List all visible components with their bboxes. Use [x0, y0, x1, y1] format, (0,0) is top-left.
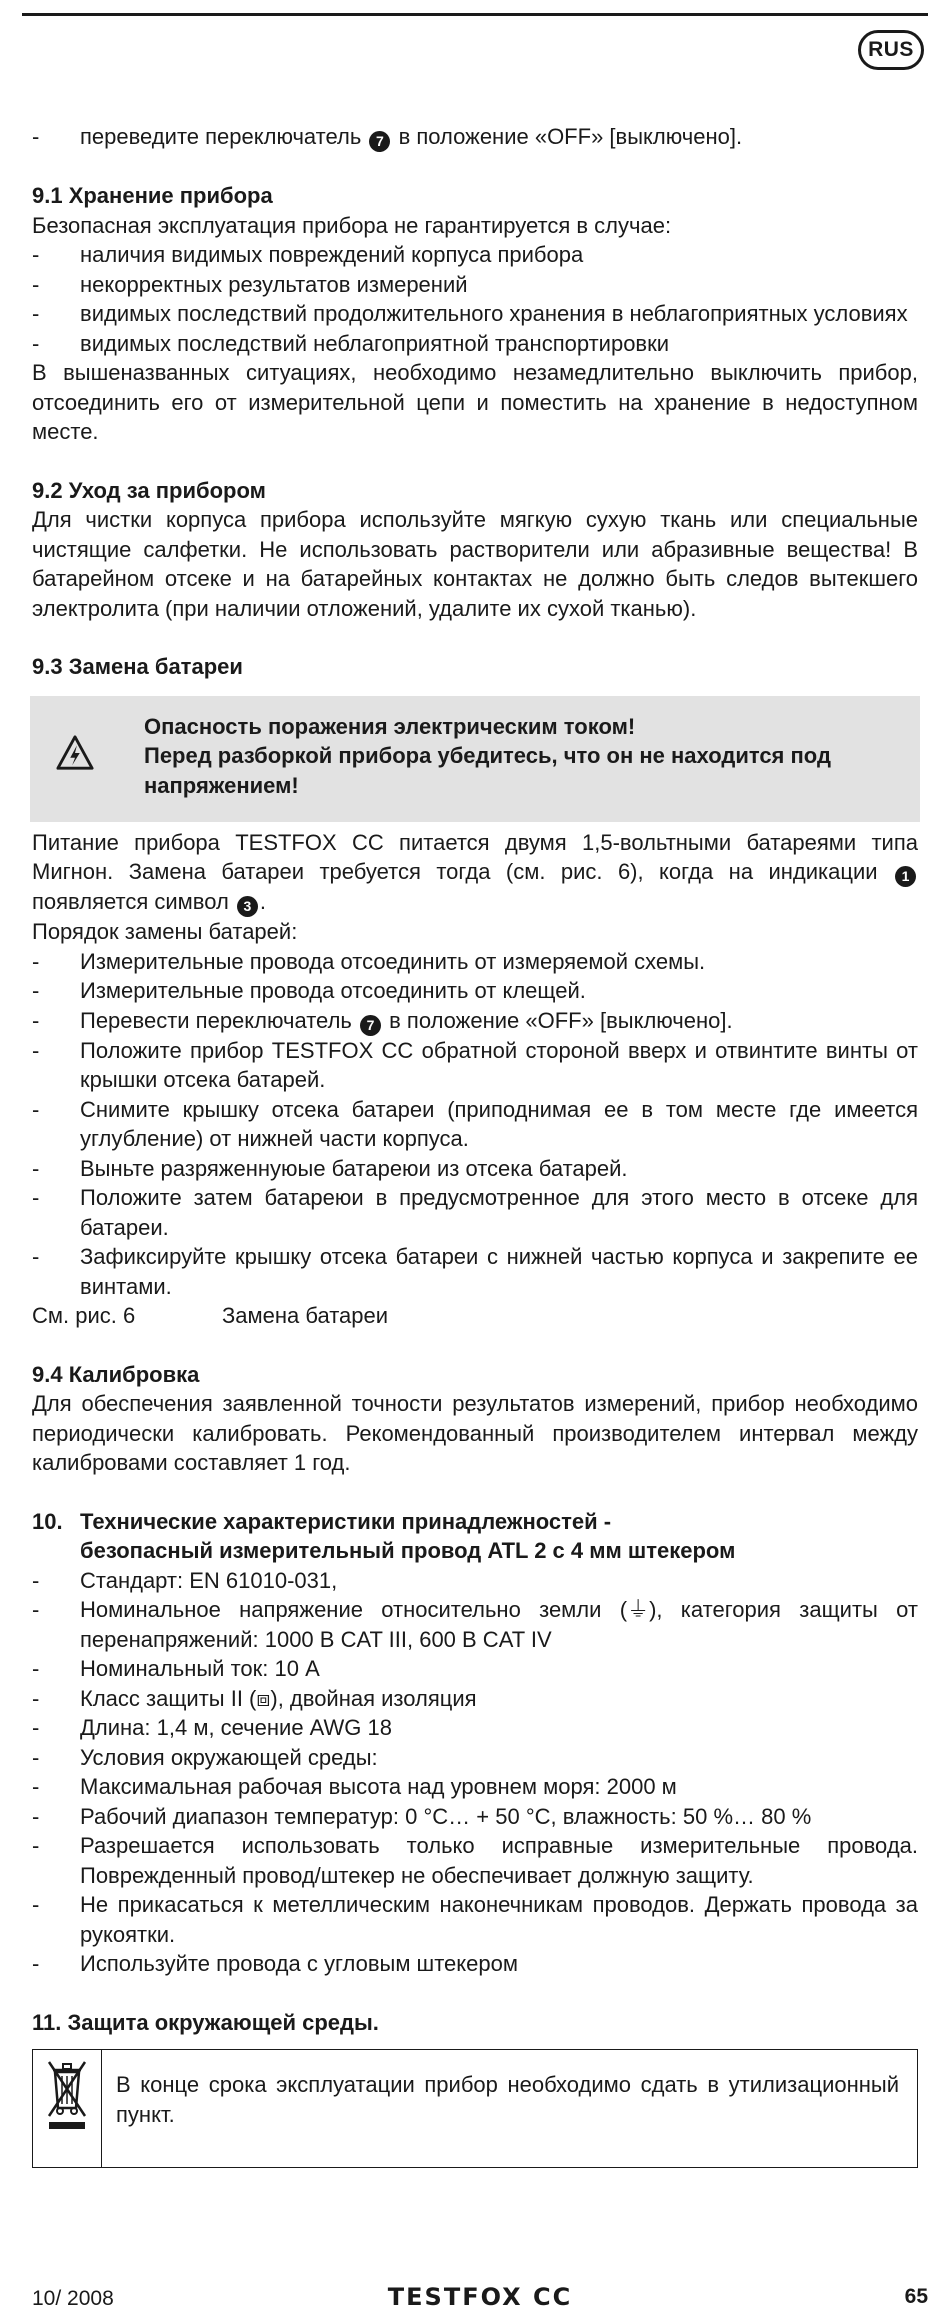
list-item: - Перевести переключатель 7 в положение «OFF» [выключено]. [32, 1006, 918, 1036]
list-item: - Длина: 1,4 м, сечение AWG 18 [32, 1715, 392, 1740]
crossed-out-bin-icon [45, 2058, 89, 2134]
section-9-1-list [32, 240, 918, 358]
list-item: - Положите прибор TESTFOX CC обратной стороной вверх и отвинтите винты от крышки отсека батарей. [32, 1037, 918, 1092]
footer-brand: TESTFOX CC [387, 2283, 573, 2311]
list-item: - Номинальное напряжение относительно земли (⏚), категория защиты от перенапряжений: 1000 В CAT III, 600 В CAT IV [32, 1597, 918, 1652]
list-item: - Максимальная рабочая высота над уровнем моря: 2000 м [32, 1774, 677, 1799]
section-9-2-title: 9.2 Уход за прибором [32, 477, 266, 503]
replacement-order-label: Порядок замены батарей: [32, 919, 298, 944]
section-10-list [32, 1566, 918, 1979]
list-item: - Номинальный ток: 10 А [32, 1656, 320, 1681]
section-10-number: 10. [32, 1508, 63, 1534]
warning-line-1: Опасность поражения электрическим током! [144, 713, 636, 739]
top-rule [22, 13, 928, 16]
warning-box [30, 696, 920, 822]
disposal-text: В конце срока эксплуатации прибор необходимо сдать в утилизационный пункт. [116, 2072, 899, 2127]
section-9-4-title: 9.4 Калибровка [32, 1361, 200, 1387]
list-item: - Стандарт: EN 61010-031, [32, 1567, 338, 1593]
display-number-badge: 1 [895, 866, 916, 887]
list-item: - видимых последствий продолжительного хранения в неблагоприятных условиях [32, 301, 908, 326]
section-9-3-title: 9.3 Замена батареи [32, 654, 243, 679]
page-number: 65 [904, 2285, 928, 2308]
list-item: - Измерительные провода отсоединить от измеряемой схемы. [32, 948, 706, 974]
section-9-3-text: Питание прибора TESTFOX CC питается двумя 1,5-вольтными батареями типа Мигнон. Замена батареи требуется тогда (см. рис. 6), когда на индикации 1 появляется символ 3 . [32, 828, 918, 918]
page-footer [32, 2283, 928, 2313]
section-9-4-text: Для обеспечения заявленной точности результатов измерений, прибор необходимо периодически калибровать. Рекомендованный производителем интервал между калибровами составляет 1 год. [32, 1391, 918, 1475]
list-item: - Не прикасаться к метеллическим наконечникам проводов. Держать провода за рукоятки. [32, 1892, 918, 1947]
page-content [32, 122, 918, 2168]
list-item: - видимых последствий неблагоприятной транспортировки [32, 330, 670, 356]
section-9-1-title: 9.1 Хранение прибора [32, 183, 273, 208]
list-item: - Разрешается использовать только исправные измерительные провода. Поврежденный провод/штекер не обеспечивает должную защиту. [32, 1833, 918, 1888]
list-item: - Условия окружающей среды: [32, 1744, 378, 1770]
list-item: - переведите переключатель 7 в положение «OFF» [выключено]. [32, 122, 918, 152]
symbol-number-badge: 3 [237, 896, 258, 917]
warning-line-2: Перед разборкой прибора убедитесь, что он не находится под напряжением! [144, 743, 831, 798]
switch-number-badge: 7 [369, 131, 390, 152]
disposal-box [32, 2049, 918, 2168]
electric-hazard-icon [56, 734, 94, 772]
list-item: - некорректных результатов измерений [32, 271, 468, 297]
section-10-title-line-2: безопасный измерительный провод ATL 2 с 4 мм штекером [80, 1538, 736, 1563]
list-item: - Положите затем батареюи в предусмотренное для этого место в отсеке для батареи. [32, 1185, 918, 1240]
section-9-2-text: Для чистки корпуса прибора используйте мягкую сухую ткань или специальные чистящие салфетки. Не использовать растворители или абразивные вещества! В батарейном отсеке и на батарейных контактах не должно быть следов вытекшего электролита (при наличии отложений, удалите их сухой тканью). [32, 507, 918, 621]
switch-number-badge: 7 [360, 1015, 381, 1036]
section-10 [32, 1507, 918, 1979]
figure-label: См. рис. 6 [32, 1303, 136, 1328]
replacement-steps-list [32, 947, 918, 1302]
list-item: - Используйте провода с угловым штекером [32, 1951, 518, 1976]
list-item: - Выньте разряженнуюые батареюи из отсека батарей. [32, 1155, 628, 1181]
list-item: - Измерительные провода отсоединить от клещей. [32, 978, 586, 1003]
list-item: - Рабочий диапазон температур: 0 °C… + 50 °C, влажность: 50 %… 80 % [32, 1803, 812, 1829]
list-item: - Класс защиты II (⧈), двойная изоляция [32, 1685, 477, 1711]
list-item: - Снимите крышку отсека батареи (приподнимая ее в том месте где имеется углубление) от нижней части корпуса. [32, 1096, 918, 1151]
section-9-1-outro: В вышеназванных ситуациях, необходимо незамедлительно выключить прибор, отсоединить его от измерительной цепи и поместить на хранение в недоступном месте. [32, 360, 918, 444]
section-9-1-lead: Безопасная эксплуатация прибора не гарантируется в случае: [32, 212, 672, 238]
language-badge: RUS [858, 30, 924, 70]
section-11-title: 11. Защита окружающей среды. [32, 2009, 379, 2035]
section-10-title-line-1: Технические характеристики принадлежностей - [80, 1508, 612, 1534]
figure-caption: Замена батареи [222, 1303, 389, 1328]
figure-reference [32, 1301, 918, 1331]
list-item: - наличия видимых повреждений корпуса прибора [32, 242, 584, 267]
footer-date: 10/ 2008 [32, 2287, 114, 2310]
list-item: - Зафиксируйте крышку отсека батареи с нижней частью корпуса и закрепите ее винтами. [32, 1244, 918, 1299]
